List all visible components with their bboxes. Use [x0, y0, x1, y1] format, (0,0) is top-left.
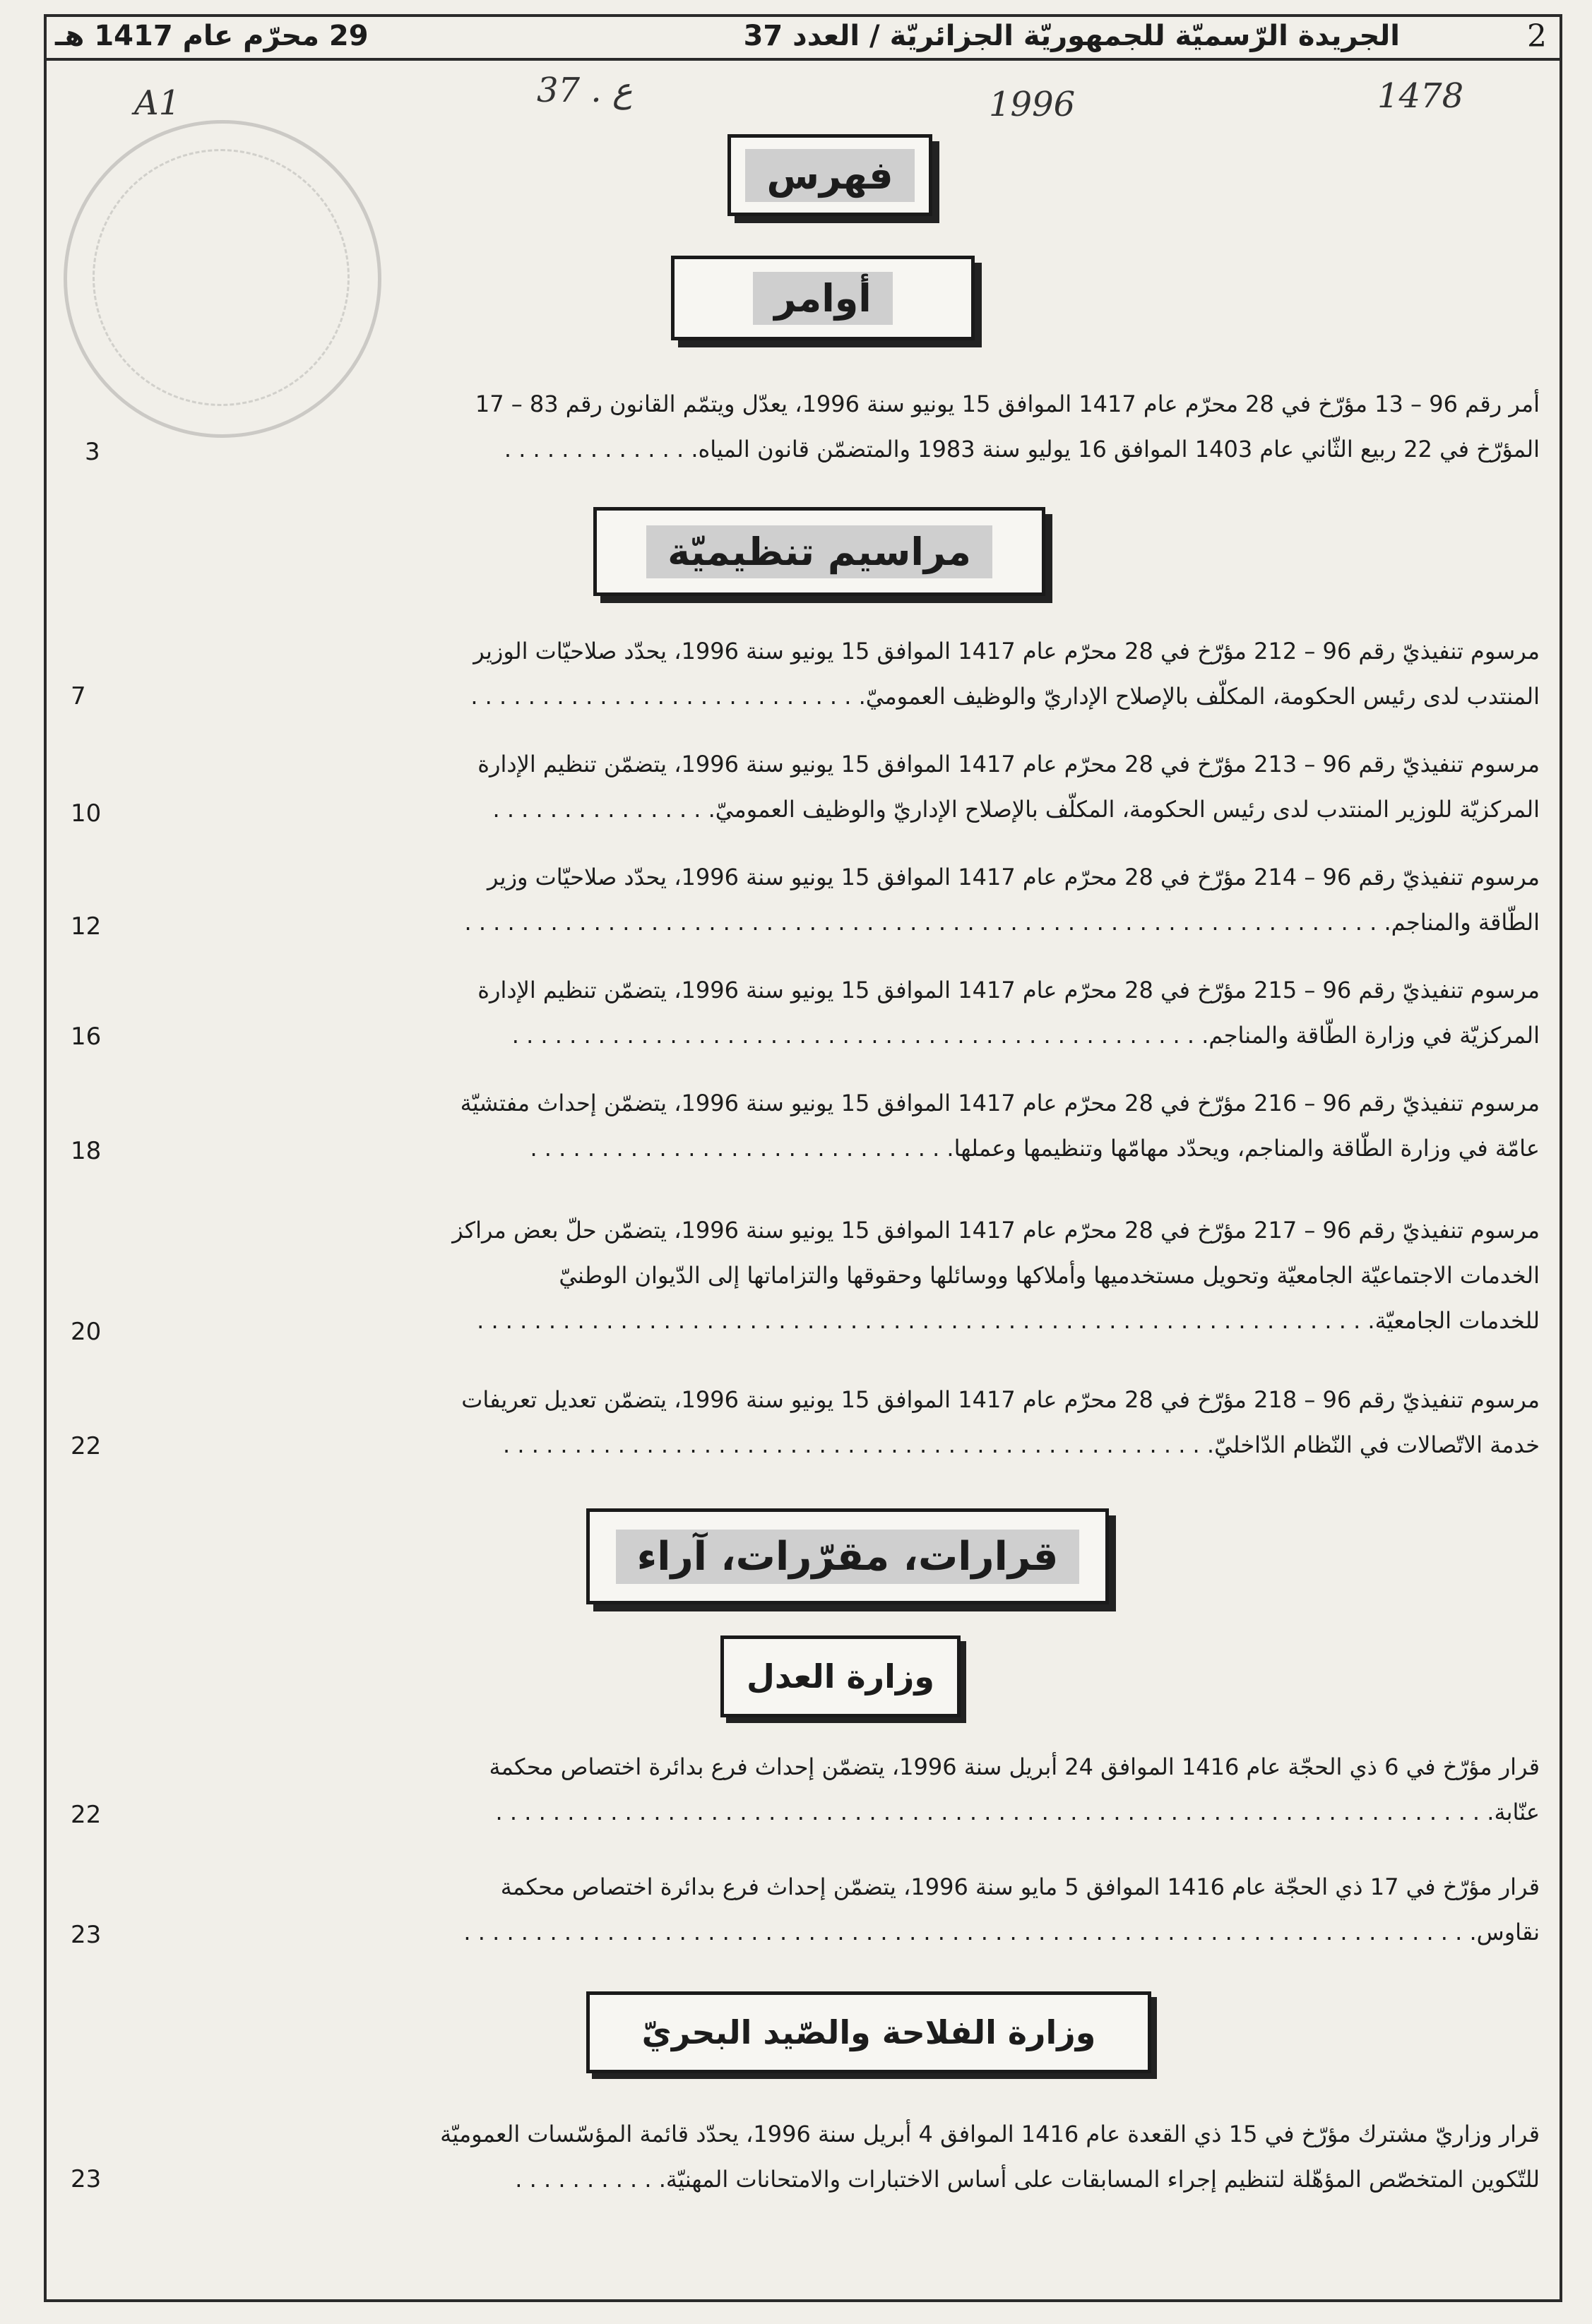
entry-page-number: 10	[71, 799, 102, 828]
decrees-title: مراسيم تنظيميّة	[593, 507, 1045, 596]
index-entry-decree-216: مرسوم تنفيذيّ رقم 96 – 216 مؤرّخ في 28 محرّم عام 1417 الموافق 15 يونيو سنة 1996، يتضمّن إحداث مفتشيّة عامّة في وزارة الطّاقة والمناجم، ويحدّد مهامّها وتنظيمها وعملها. . . . . . . . . . . . . . . . . . . . . . . . . . . . . .	[460, 1090, 1540, 1162]
entry-page-number: 18	[71, 1137, 102, 1165]
index-entry-decision-annaba: قرار مؤرّخ في 6 ذي الحجّة عام 1416 الموافق 24 أبريل سنة 1996، يتضمّن إحداث فرع بدائرة اختصاص محكمة عنّابة. . . . . . . . . . . . . . . . . . . . . . . . . . . . . . . . . . . . . . . . . . . . . . . . . . . . . . . . . . . . . . . . . . . . . .	[489, 1753, 1540, 1825]
entry-page-number: 16	[71, 1023, 102, 1051]
index-title: فهرس	[727, 134, 932, 216]
index-entry-decree-217: مرسوم تنفيذيّ رقم 96 – 217 مؤرّخ في 28 محرّم عام 1417 الموافق 15 يونيو سنة 1996، يتضمّن حلّ بعض مراكز الخدمات الاجتماعيّة الجامعيّة وتحويل مستخدميها وأملاكها ووسائلها وحقوقها والتزاماتها إلى الدّيوان الوطنيّ للخدمات الجامعيّة. . . . . . . . . . . . . . . . . . . . . . . . . . . . . . . . . . . . . . . . . . . . . . . . . . . . . . . . . . . . . . .	[452, 1217, 1540, 1334]
index-entry-decree-212: مرسوم تنفيذيّ رقم 96 – 212 مؤرّخ في 28 محرّم عام 1417 الموافق 15 يونيو سنة 1996، يحدّد صلاحيّات الوزير المنتدب لدى رئيس الحكومة، المكلّف بالإصلاح الإداريّ والوظيف العموميّ. . . . . . . . . . . . . . . . . . . . . . . . . . . .	[470, 638, 1540, 710]
entry-page-number: 22	[71, 1801, 102, 1829]
handwritten-ref: 37 . ع	[537, 71, 633, 110]
decisions-title: قرارات، مقرّرات، آراء	[586, 1508, 1109, 1604]
handwritten-number: 1478	[1377, 76, 1464, 116]
entry-page-number: 23	[71, 2165, 102, 2193]
handwritten-code: A1	[134, 83, 181, 123]
page-number: 2	[1527, 18, 1547, 54]
hijri-date: 29 محرّم عام 1417 هـ	[55, 20, 369, 52]
index-entry-decree-218: مرسوم تنفيذيّ رقم 96 – 218 مؤرّخ في 28 محرّم عام 1417 الموافق 15 يونيو سنة 1996، يتضمّن تعديل تعريفات خدمة الاتّصالات في النّظام الدّاخليّ. . . . . . . . . . . . . . . . . . . . . . . . . . . . . . . . . . . . . . . . . . . . . . . . . .	[461, 1386, 1540, 1458]
entry-page-number: 12	[71, 912, 102, 941]
index-entry-decree-214: مرسوم تنفيذيّ رقم 96 – 214 مؤرّخ في 28 محرّم عام 1417 الموافق 15 يونيو سنة 1996، يحدّد صلاحيّات وزير الطّاقة والمناجم. . . . . . . . . . . . . . . . . . . . . . . . . . . . . . . . . . . . . . . . . . . . . . . . . . . . . . . . . . . . . . . . .	[464, 864, 1540, 936]
agriculture-ministry-title: وزارة الفلاحة والصّيد البحريّ	[586, 1991, 1151, 2073]
index-entry-decree-215: مرسوم تنفيذيّ رقم 96 – 215 مؤرّخ في 28 محرّم عام 1417 الموافق 15 يونيو سنة 1996، يتضمّن تنظيم الإدارة المركزيّة في وزارة الطّاقة والمناجم. . . . . . . . . . . . . . . . . . . . . . . . . . . . . . . . . . . . . . . . . . . . . . . . .	[477, 977, 1540, 1049]
entry-page-number: 22	[71, 1432, 102, 1460]
entry-page-number: 3	[85, 438, 100, 466]
entry-page-number: 20	[71, 1318, 102, 1346]
journal-title: الجريدة الرّسميّة للجمهوريّة الجزائريّة / العدد 37	[743, 20, 1400, 52]
index-entry-decree-213: مرسوم تنفيذيّ رقم 96 – 213 مؤرّخ في 28 محرّم عام 1417 الموافق 15 يونيو سنة 1996، يتضمّن تنظيم الإدارة المركزيّة للوزير المنتدب لدى رئيس الحكومة، المكلّف بالإصلاح الإداريّ والوظيف العموميّ. . . . . . . . . . . . . . . .	[477, 751, 1540, 823]
index-entry-order: أمر رقم 96 – 13 مؤرّخ في 28 محرّم عام 1417 الموافق 15 يونيو سنة 1996، يعدّل ويتمّم القانون رقم 83 – 17 المؤرّخ في 22 ربيع الثّاني عام 1403 الموافق 16 يوليو سنة 1983 والمتضمّن قانون المياه. . . . . . . . . . . . . .	[475, 391, 1540, 463]
page-header	[44, 14, 1562, 61]
orders-title: أوامر	[671, 256, 975, 340]
handwritten-year: 1996	[989, 85, 1076, 124]
index-entry-joint-decision: قرار وزاريّ مشترك مؤرّخ في 15 ذي القعدة عام 1416 الموافق 4 أبريل سنة 1996، يحدّد قائمة المؤسّسات العموميّة للتّكوين المتخصّص المؤهّلة لتنظيم إجراء المسابقات على أساس الاختبارات والامتحانات المهنيّة. . . . . . . . . . .	[440, 2121, 1540, 2193]
justice-ministry-title: وزارة العدل	[720, 1635, 961, 1717]
index-entry-decision-ngaous: قرار مؤرّخ في 17 ذي الحجّة عام 1416 الموافق 5 مايو سنة 1996، يتضمّن إحداث فرع بدائرة اختصاص محكمة نقاوس. . . . . . . . . . . . . . . . . . . . . . . . . . . . . . . . . . . . . . . . . . . . . . . . . . . . . . . . . . . . . . . . . . . . . . .	[463, 1873, 1540, 1945]
entry-page-number: 23	[71, 1921, 102, 1949]
entry-page-number: 7	[71, 682, 86, 710]
